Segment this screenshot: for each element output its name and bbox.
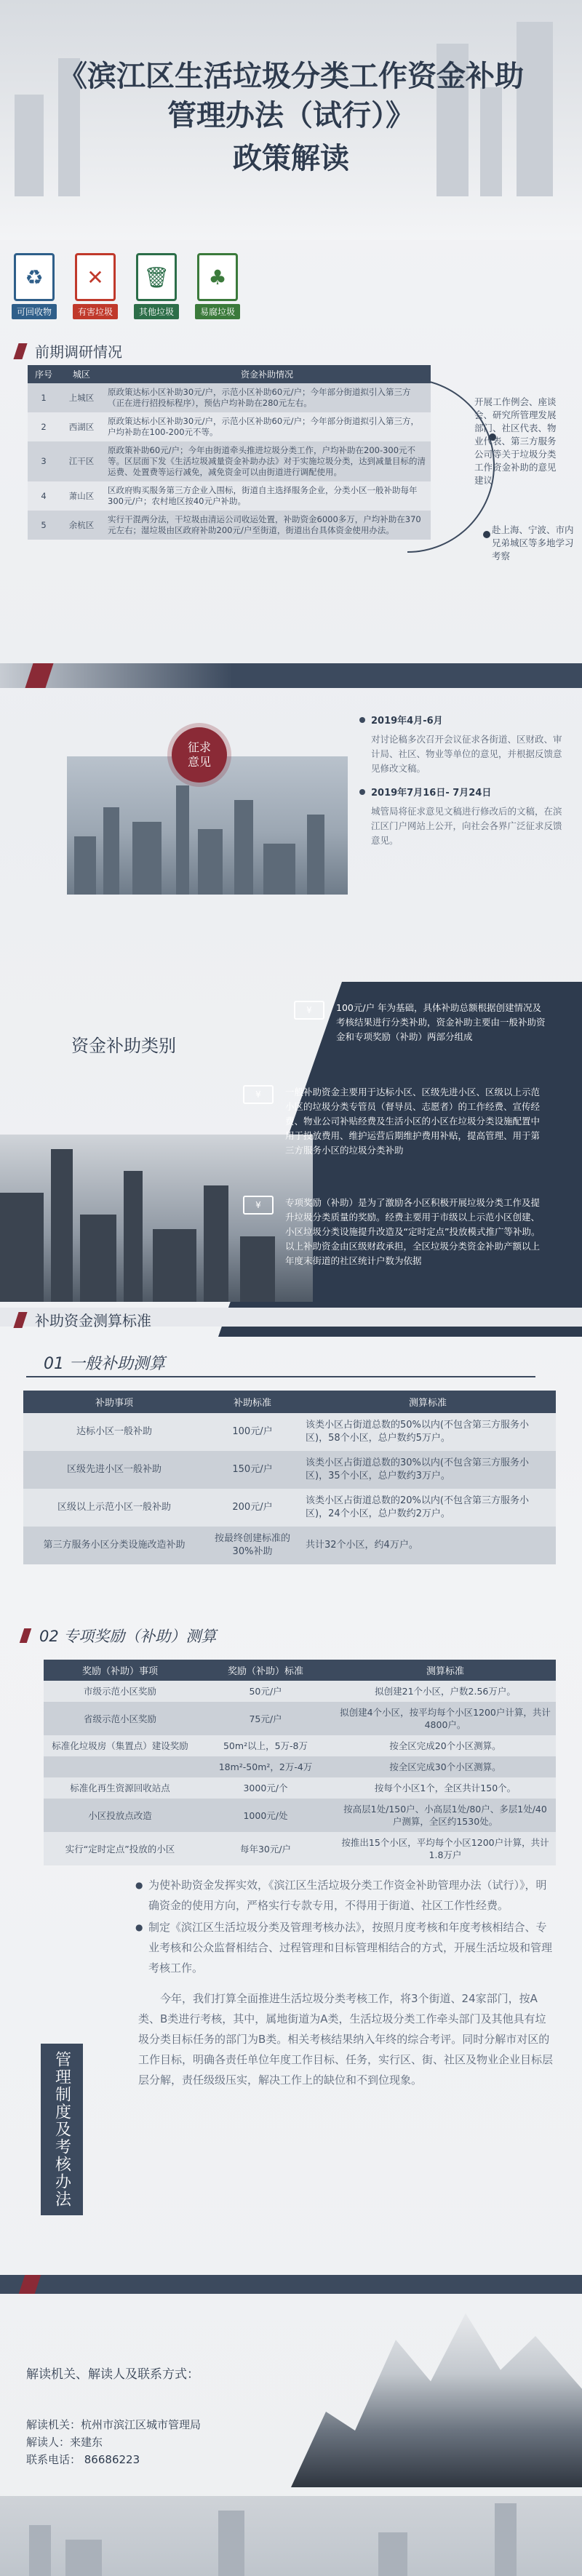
table-cell: 拟创建4个小区，按平均每个小区1200户计算，共计4800户。 bbox=[335, 1702, 556, 1735]
timeline-text: 城管局将征求意见文稿进行修改后的文稿，在滨江区门户网站上公开，向社会各界广泛征求反馈意见。 bbox=[371, 806, 562, 846]
research-table: 序号 城区 资金补助情况 1 上城区 原政策达标小区补助30元/户，示范小区补助60元/户；今年部分街道拟引入第三方（正在进行招投标程序），预估户均补助在280元左右。 2 西湖区 原政策达标小区补助30元/户，示范小区补助60元/户；今年部分街道拟引入第三方，户均补助在100-200元不等。 3 江干区 原政策补助60元/户；今年由街道牵头推进垃圾分类工作，户均补助在200-300元不等。区层面下发《生活垃圾减量资金补助办法》对于实施垃圾分类，达到减量目标的清运费、处置费等运行减免，减免资金可以由街道进行调配使用。 4 萧山区 区政府购买服务第三方企业入围标，街道自主选择服务企业，分类小区一般补助每年300元/户；农村地区按40元户补助。 5 余杭区 实行干混两分法，干垃圾由清运公司收运处置，补助资金6000多万，户均补助在370元左右；湿垃圾由区政府补助200元/户至街道，街道出台具体资金使用办法。 bbox=[28, 365, 431, 540]
money-icon: ¥ bbox=[243, 1085, 274, 1104]
table-row bbox=[23, 1489, 556, 1527]
table-cell: 200元/户 bbox=[205, 1489, 300, 1527]
table-cell: 小区投放点改造 bbox=[44, 1799, 196, 1832]
table-cell: 余杭区 bbox=[60, 511, 103, 540]
table-cell: 1000元/处 bbox=[196, 1799, 335, 1832]
table-row bbox=[23, 1413, 556, 1451]
bin-label: 其他垃圾 bbox=[134, 304, 179, 319]
table-cell: 3 bbox=[28, 441, 60, 481]
table-cell: 按全区完成20个小区测算。 bbox=[335, 1735, 556, 1756]
consultation-badge: 征求 意见 bbox=[172, 727, 227, 783]
table-cell: 按全区完成30个小区测算。 bbox=[335, 1756, 556, 1777]
table-row bbox=[28, 383, 431, 412]
special-reward-table: 奖励（补助）事项 奖励（补助）标准 测算标准 市级示范小区奖励 50元/户 拟创建21个小区，户数2.56万户。 省级示范小区奖励 75元/户 拟创建4个小区，按平均每个小区1200户计算，共计4800户。 标准化垃圾房（集置点）建设奖励 50m²以上，5万-8万 按全区完成20个小区测算。 18m²-50m²，2万-4万 按全区完成30个小区测算。 标准化再生资源回收站点 3000元/个 按每个小区1个，全区共计150个。 小区投放点改造 1000元/处 按高层1处/150户、小高层1处/80户、多层1处/40户测算，全区约1530处。 实行“定时定点”投放的小区 每年30元/户 按推出15个小区，平均每个小区1200户计算，共计1.8万户 bbox=[44, 1660, 556, 1865]
funding-item: ¥ 一般补助资金主要用于达标小区、区级先进小区、区级以上示范小区的垃圾分类专管员（督导员、志愿者）的工作经费、宣传经费、物业公司补贴经费及生活小区的小区在垃圾分类设施配置中用于投放费用、维护运营后期维护费用补贴，提高管理、用于第三方服务小区的垃圾分类补助 bbox=[243, 1085, 549, 1158]
table-cell: 150元/户 bbox=[205, 1451, 300, 1489]
consultation-timeline bbox=[359, 713, 570, 857]
table-cell: 75元/户 bbox=[196, 1702, 335, 1735]
management-bullet: ● 制定《滨江区生活垃圾分类及管理考核办法》，按照月度考核和年度考核相结合、专业考核和公众监督相结合、过程管理和目标管理相结合的方式，开展生活垃圾和管理考核工作。 bbox=[138, 1917, 553, 1978]
bin-label: 有害垃圾 bbox=[73, 304, 118, 319]
section-divider-band bbox=[0, 663, 582, 688]
table-cell: 3000元/个 bbox=[196, 1777, 335, 1799]
management-bullet: ● 为使补助资金发挥实效，《滨江区生活垃圾分类工作资金补助管理办法（试行）》，明确资金的使用方向，严格实行专款专用，不得用于街道、社区工作性经费。 bbox=[138, 1875, 553, 1916]
table-row bbox=[44, 1832, 556, 1865]
contact-info bbox=[26, 2416, 201, 2468]
table-cell: 1 bbox=[28, 383, 60, 412]
timeline-date: 2019年7月16日- 7月24日 bbox=[359, 785, 570, 799]
footer-skyline bbox=[0, 2496, 582, 2576]
table-cell: 萧山区 bbox=[60, 481, 103, 511]
table-cell: 区政府购买服务第三方企业入围标，街道自主选择服务企业，分类小区一般补助每年300元/户；农村地区按40元户补助。 bbox=[103, 481, 431, 511]
table-cell: 该类小区占街道总数的50%以内(不包含第三方服务小区)，58个小区，总户数约5万户。 bbox=[300, 1413, 556, 1451]
table-cell: 按高层1处/150户、小高层1处/80户、多层1处/40户测算，全区约1530处。 bbox=[335, 1799, 556, 1832]
table-cell: 西湖区 bbox=[60, 412, 103, 441]
table-cell: 原政策达标小区补助30元/户，示范小区补助60元/户；今年部分街道拟引入第三方，户均补助在100-200元不等。 bbox=[103, 412, 431, 441]
funding-item: ¥ 100元/户 年为基础，具体补助总额根据创建情况及考核结果进行分类补助，资金补助主要由一般补助资金和专项奖励（补助）两部分组成 bbox=[294, 1001, 549, 1044]
table-row bbox=[44, 1756, 556, 1777]
table-row bbox=[44, 1799, 556, 1832]
table-row bbox=[28, 441, 431, 481]
management-label: 管理制度及考核办法 bbox=[41, 2044, 83, 2215]
contact-person: 解读人：来建东 bbox=[26, 2436, 103, 2449]
table-cell: 该类小区占街道总数的20%以内(不包含第三方服务小区)，24个小区，总户数约2万户。 bbox=[300, 1489, 556, 1527]
side-note-study: 赴上海、宁波、市内兄弟城区等多地学习考察 bbox=[492, 524, 574, 561]
contact-phone: 联系电话： 86686223 bbox=[26, 2453, 140, 2466]
timeline-text: 对讨论稿多次召开会议征求各街道、区财政、审计局、社区、物业等单位的意见，并根据反馈意见修改文稿。 bbox=[371, 734, 562, 774]
table-cell: 区级先进小区一般补助 bbox=[23, 1451, 205, 1489]
table-cell: 每年30元/户 bbox=[196, 1832, 335, 1865]
table-row bbox=[44, 1735, 556, 1756]
recycle-icon: ♻ bbox=[14, 253, 55, 301]
table-row bbox=[28, 481, 431, 511]
general-subsidy-table: 补助事项 补助标准 测算标准 达标小区一般补助 100元/户 该类小区占街道总数的50%以内(不包含第三方服务小区)，58个小区，总户数约5万户。 区级先进小区一般补助 150元/户 该类小区占街道总数的30%以内(不包含第三方服务小区)，35个小区，总户数约3万户。 区级以上示范小区一般补助 200元/户 该类小区占街道总数的20%以内(不包含第三方服务小区)，24个小区，总户数约2万户。 第三方服务小区分类设施改造补助 按最终创建标准的30%补助 共计32个小区，约4万户。 bbox=[23, 1391, 556, 1564]
table-cell: 100元/户 bbox=[205, 1413, 300, 1451]
money-icon: ¥ bbox=[294, 1001, 324, 1020]
divider-line bbox=[26, 1376, 535, 1377]
table-cell: 5 bbox=[28, 511, 60, 540]
timeline-dot bbox=[483, 531, 490, 538]
page-title: 《滨江区生活垃圾分类工作资金补助 管理办法（试行）》 bbox=[58, 60, 524, 132]
table-cell: 该类小区占街道总数的30%以内(不包含第三方服务小区)，35个小区，总户数约3万户。 bbox=[300, 1451, 556, 1489]
table-row bbox=[23, 1451, 556, 1489]
waste-bin-category bbox=[12, 253, 57, 319]
management-text bbox=[138, 1875, 553, 2092]
funding-title: 资金补助类别 bbox=[71, 1036, 176, 1056]
bin-label: 可回收物 bbox=[12, 304, 57, 319]
table-cell: 第三方服务小区分类设施改造补助 bbox=[23, 1527, 205, 1564]
waste-bin-category bbox=[73, 253, 118, 319]
table-cell: 共计32个小区，约4万户。 bbox=[300, 1527, 556, 1564]
bin-label: 易腐垃圾 bbox=[195, 304, 240, 319]
trash-icon: 🗑 bbox=[136, 253, 177, 301]
section-standards-heading: 补助资金测算标准 bbox=[16, 1309, 151, 1330]
table-cell: 江干区 bbox=[60, 441, 103, 481]
waste-bins-row bbox=[12, 253, 240, 319]
table-cell: 2 bbox=[28, 412, 60, 441]
table-cell: 按推出15个小区，平均每个小区1200户计算，共计1.8万户 bbox=[335, 1832, 556, 1865]
timeline-date: 2019年4月-6月 bbox=[359, 713, 570, 727]
table-cell: 市级示范小区奖励 bbox=[44, 1681, 196, 1702]
table-cell: 区级以上示范小区一般补助 bbox=[23, 1489, 205, 1527]
table-cell: 原政策补助60元/户；今年由街道牵头推进垃圾分类工作，户均补助在200-300元不等。区层面下发《生活垃圾减量资金补助办法》对于实施垃圾分类，达到减量目标的清运费、处置费等运行减免，减免资金可以由街道进行调配使用。 bbox=[103, 441, 431, 481]
mountain-photo bbox=[291, 2298, 582, 2487]
table-cell: 达标小区一般补助 bbox=[23, 1413, 205, 1451]
table-cell: 按最终创建标准的30%补助 bbox=[205, 1527, 300, 1564]
table-row bbox=[28, 511, 431, 540]
hero-banner bbox=[0, 0, 582, 240]
table-cell: 上城区 bbox=[60, 383, 103, 412]
leaf-icon: ♣ bbox=[197, 253, 238, 301]
section-research-heading: 前期调研情况 bbox=[16, 340, 122, 361]
contact-org: 解读机关：杭州市滨江区城市管理局 bbox=[26, 2418, 202, 2431]
waste-bin-category bbox=[134, 253, 179, 319]
hazard-icon: ✕ bbox=[75, 253, 116, 301]
table-row bbox=[44, 1702, 556, 1735]
table-cell: 18m²-50m²，2万-4万 bbox=[196, 1756, 335, 1777]
page-subtitle: 政策解读 bbox=[233, 142, 349, 175]
money-icon: ¥ bbox=[243, 1196, 274, 1215]
table-cell: 实行干混两分法，干垃圾由清运公司收运处置，补助资金6000多万，户均补助在370元左右；湿垃圾由区政府补助200元/户至街道，街道出台具体资金使用办法。 bbox=[103, 511, 431, 540]
table-cell: 4 bbox=[28, 481, 60, 511]
footer-divider bbox=[0, 2275, 582, 2294]
table-cell: 按每个小区1个，全区共计150个。 bbox=[335, 1777, 556, 1799]
table-cell: 省级示范小区奖励 bbox=[44, 1702, 196, 1735]
table-row bbox=[23, 1527, 556, 1564]
table-row bbox=[28, 412, 431, 441]
table-cell: 50元/户 bbox=[196, 1681, 335, 1702]
management-paragraph: 今年，我们打算全面推进生活垃圾分类考核工作，将3个街道、24家部门，按A类、B类进行考核，其中，属地街道为A类，生活垃圾分类工作牵头部门及其他具有垃圾分类目标任务的部门为B类。相关考核结果纳入年终的综合考评。同时分解市对区的工作目标，明确各责任单位年度工作目标、任务，实行区、街、社区及物业企业目标层层分解，责任级级压实，解决工作上的缺位和不到位现象。 bbox=[138, 1992, 554, 2087]
table-cell: 实行“定时定点”投放的小区 bbox=[44, 1832, 196, 1865]
table-cell: 标准化再生资源回收站点 bbox=[44, 1777, 196, 1799]
special-reward-title: 02 专项奖励（补助）测算 bbox=[22, 1625, 216, 1647]
funding-item: ¥ 专项奖励（补助）是为了激励各小区积极开展垃圾分类工作及提升垃圾分类质量的奖励。经费主要用于市级以上示范小区创建、小区垃圾分类设施提升改造及“定时定点”投放模式推广等补助。以上补助资金由区级财政承担，全区垃圾分类资金补助产额以上年度末街道的社区统计户数为依据 bbox=[243, 1196, 549, 1268]
table-cell: 50m²以上，5万-8万 bbox=[196, 1735, 335, 1756]
table-row bbox=[44, 1777, 556, 1799]
side-note-meetings: 开展工作例会、座谈会、研究所管理发展部门、社区代表、物业代表、第三方服务公司等关于垃圾分类工作资金补助的意见建议 bbox=[474, 396, 557, 486]
contact-title: 解读机关、解读人及联系方式： bbox=[26, 2367, 199, 2382]
table-cell: 拟创建21个小区，户数2.56万户。 bbox=[335, 1681, 556, 1702]
table-cell bbox=[44, 1756, 196, 1777]
table-cell: 标准化垃圾房（集置点）建设奖励 bbox=[44, 1735, 196, 1756]
table-cell: 原政策达标小区补助30元/户，示范小区补助60元/户；今年部分街道拟引入第三方（正在进行招投标程序），预估户均补助在280元左右。 bbox=[103, 383, 431, 412]
general-subsidy-title: 01 一般补助测算 bbox=[44, 1355, 165, 1373]
table-row bbox=[44, 1681, 556, 1702]
waste-bin-category bbox=[195, 253, 240, 319]
